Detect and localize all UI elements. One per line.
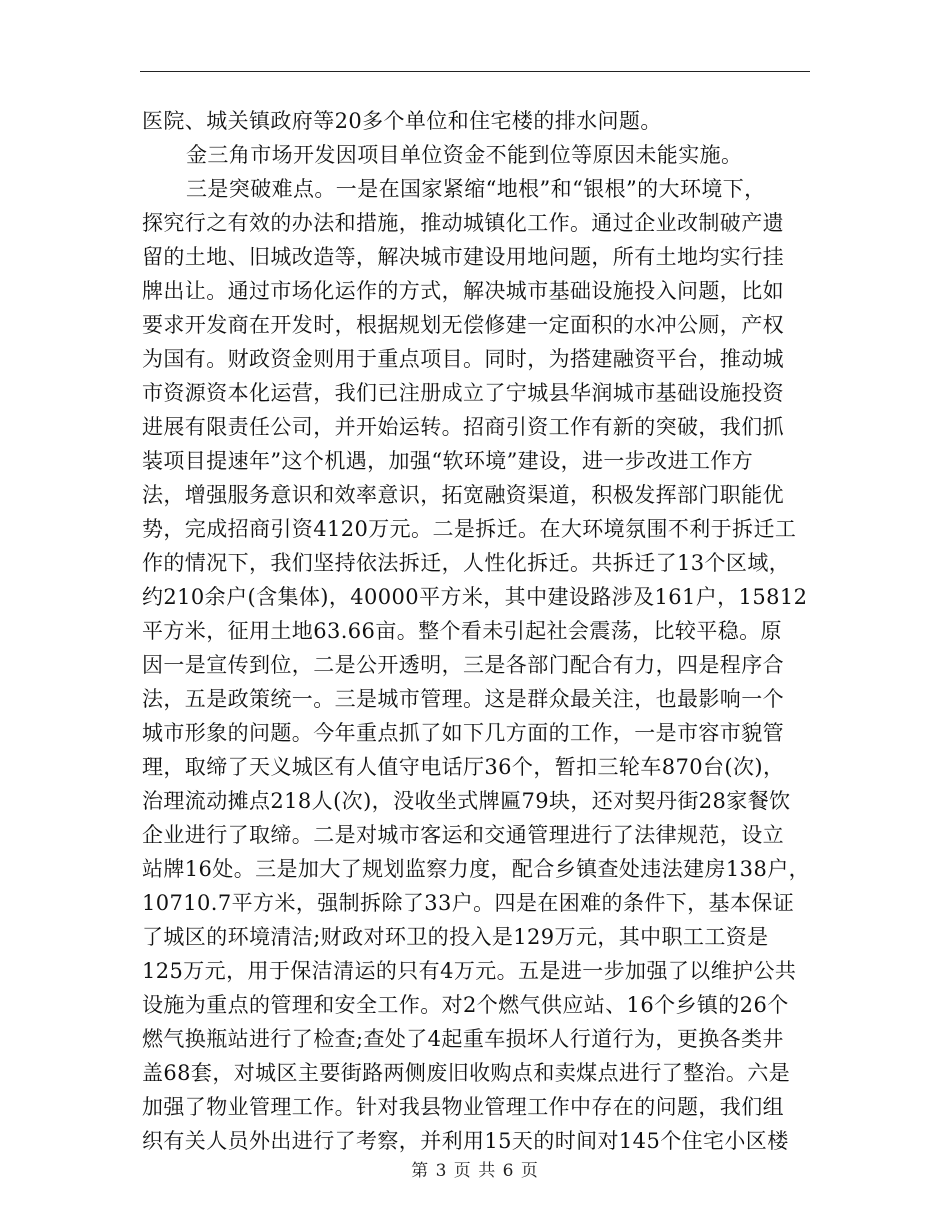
text-line: 装项目提速年”这个机遇，加强“软环境”建设，进一步改进工作方 (142, 449, 754, 473)
text-line: 织有关人员外出进行了考察，并利用15天的时间对145个住宅小区楼 (142, 1129, 789, 1153)
text-line: 燃气换瓶站进行了检查;查处了4起重车损坏人行道行为，更换各类井 (142, 1027, 784, 1051)
text-line: 盖68套，对城区主要街路两侧废旧收购点和卖煤点进行了整治。六是 (142, 1061, 791, 1085)
text-line: 市资源资本化运营，我们已注册成立了宁城县华润城市基础设施投资 (142, 381, 784, 405)
text-line: 作的情况下，我们坚持依法拆迁，人性化拆迁。共拆迁了13个区域， (142, 551, 791, 575)
body-text (142, 104, 812, 1158)
text-line: 三是突破难点。一是在国家紧缩“地根”和“银根”的大环境下， (186, 177, 766, 201)
text-line: 势，完成招商引资4120万元。二是拆迁。在大环境氛围不利于拆迁工 (142, 517, 797, 541)
text-line: 设施为重点的管理和安全工作。对2个燃气供应站、16个乡镇的26个 (142, 993, 789, 1017)
header-rule (140, 71, 810, 72)
text-line: 企业进行了取缔。二是对城市客运和交通管理进行了法律规范，设立 (142, 823, 784, 847)
text-line: 探究行之有效的办法和措施，推动城镇化工作。通过企业改制破产遗 (142, 211, 784, 235)
text-line: 医院、城关镇政府等20多个单位和住宅楼的排水问题。 (142, 109, 662, 133)
text-line: 牌出让。通过市场化运作的方式，解决城市基础设施投入问题，比如 (142, 279, 784, 303)
text-line: 理，取缔了天义城区有人值守电话厅36个，暂扣三轮车870台(次)， (142, 755, 785, 779)
text-line: 法，五是政策统一。三是城市管理。这是群众最关注，也最影响一个 (142, 687, 784, 711)
text-line: 治理流动摊点218人(次)，没收坐式牌匾79块，还对契丹街28家餐饮 (142, 789, 791, 813)
text-line: 约210余户(含集体)，40000平方米，其中建设路涉及161户，15812 (142, 585, 808, 609)
text-line: 站牌16处。三是加大了规划监察力度，配合乡镇查处违法建房138户， (142, 857, 811, 881)
text-line: 法，增强服务意识和效率意识，拓宽融资渠道，积极发挥部门职能优 (142, 483, 784, 507)
text-line: 留的土地、旧城改造等，解决城市建设用地问题，所有土地均实行挂 (142, 245, 784, 269)
text-line: 加强了物业管理工作。针对我县物业管理工作中存在的问题，我们组 (142, 1095, 784, 1119)
text-line: 125万元，用于保洁清运的只有4万元。五是进一步加强了以维护公共 (142, 959, 797, 983)
text-line: 为国有。财政资金则用于重点项目。同时，为搭建融资平台，推动城 (142, 347, 784, 371)
text-line: 因一是宣传到位，二是公开透明，三是各部门配合有力，四是程序合 (142, 653, 784, 677)
text-line: 平方米，征用土地63.66亩。整个看未引起社会震荡，比较平稳。原 (142, 619, 782, 643)
page-number-footer: 第 3 页 共 6 页 (411, 1161, 539, 1181)
text-line: 进展有限责任公司，并开始运转。招商引资工作有新的突破，我们抓 (142, 415, 784, 439)
text-line: 10710.7平方米，强制拆除了33户。四是在困难的条件下，基本保证 (142, 891, 795, 915)
text-line: 要求开发商在开发时，根据规划无偿修建一定面积的水冲公厕，产权 (142, 313, 784, 337)
text-line: 了城区的环境清洁;财政对环卫的投入是129万元，其中职工工资是 (142, 925, 769, 949)
text-line: 金三角市场开发因项目单位资金不能到位等原因未能实施。 (186, 143, 743, 167)
text-line: 城市形象的问题。今年重点抓了如下几方面的工作，一是市容市貌管 (142, 721, 784, 745)
